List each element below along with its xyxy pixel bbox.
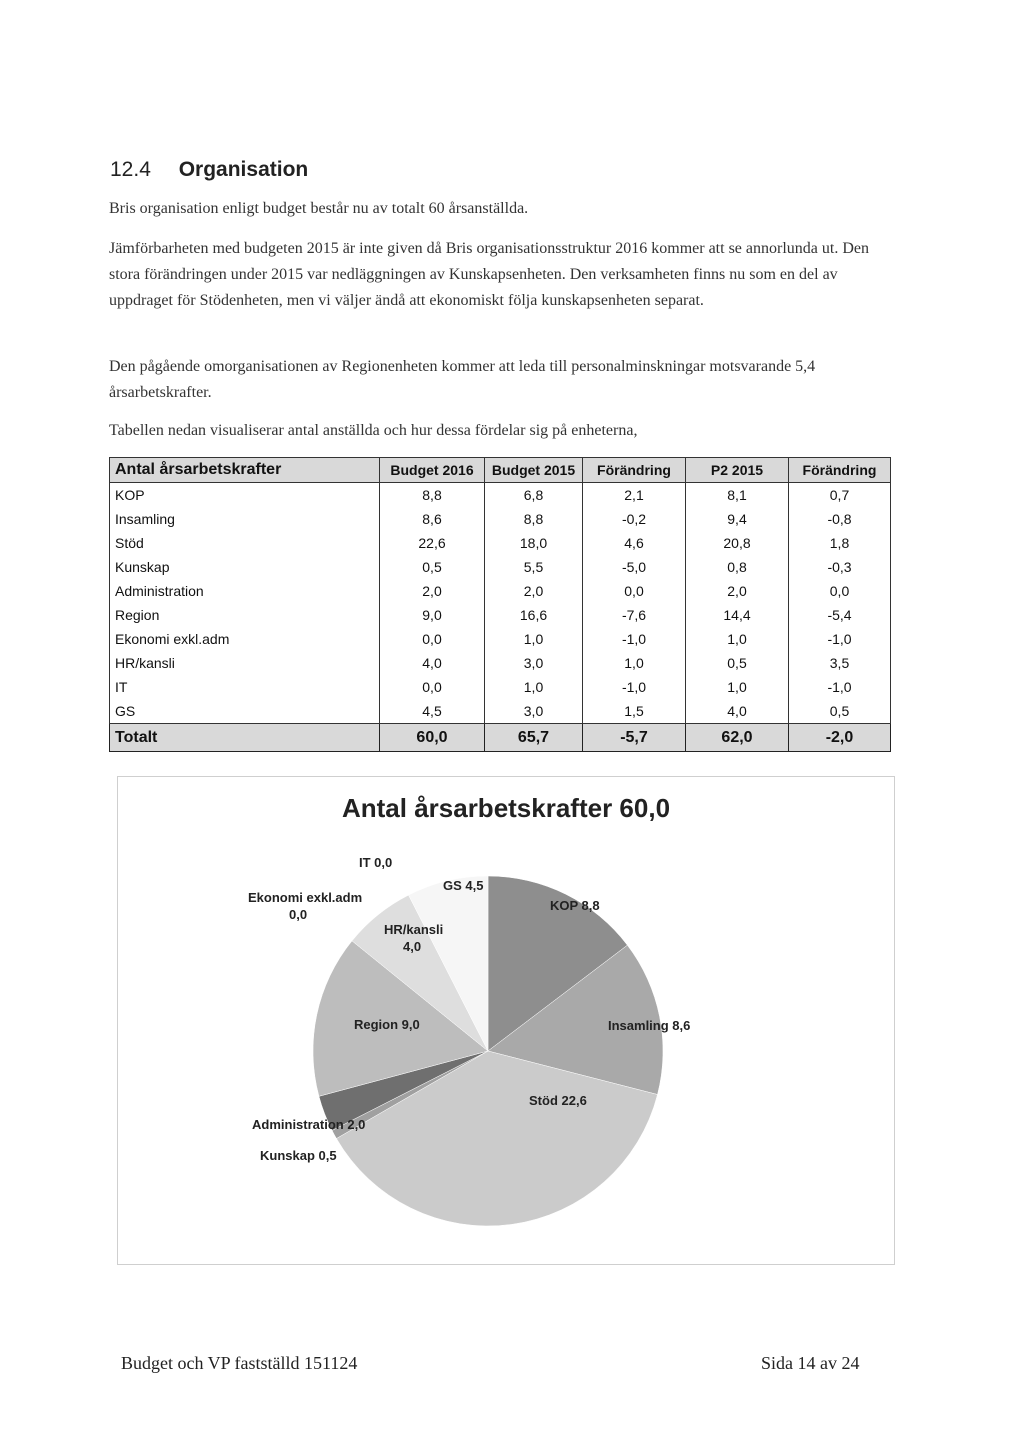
pie-chart: [118, 777, 894, 1264]
section-number: 12.4: [110, 158, 151, 181]
table-cell: -1,0: [583, 627, 686, 651]
table-cell: -5,0: [583, 555, 686, 579]
table-cell: -1,0: [789, 675, 891, 699]
table-cell: 0,5: [789, 699, 891, 724]
table-cell: -0,2: [583, 507, 686, 531]
table-cell: 2,1: [583, 483, 686, 508]
table-cell: 0,0: [583, 579, 686, 603]
table-header-cell: Förändring: [583, 458, 686, 483]
table-cell: 0,0: [380, 627, 485, 651]
table-header-cell: P2 2015: [686, 458, 789, 483]
pie-label-kop: KOP 8,8: [550, 898, 600, 913]
table-total-cell: -5,7: [583, 724, 686, 752]
footer-page-number: Sida 14 av 24: [761, 1353, 860, 1373]
section-heading: [110, 158, 308, 182]
table-row: [110, 651, 891, 675]
table-cell: 1,0: [485, 675, 583, 699]
pie-chart-panel: [117, 776, 895, 1265]
table-row: [110, 579, 891, 603]
table-cell: 8,6: [380, 507, 485, 531]
table-cell: 18,0: [485, 531, 583, 555]
table-row: [110, 675, 891, 699]
table-row-label: KOP: [110, 483, 380, 508]
table-total-cell: Totalt: [110, 724, 380, 752]
table-cell: 0,8: [686, 555, 789, 579]
pie-label-it: IT 0,0: [359, 855, 393, 870]
table-header-cell: Budget 2015: [485, 458, 583, 483]
table-row: [110, 603, 891, 627]
table-row-label: Stöd: [110, 531, 380, 555]
table-cell: 2,0: [485, 579, 583, 603]
table-cell: 1,5: [583, 699, 686, 724]
table-total-cell: 65,7: [485, 724, 583, 752]
staffing-table: [109, 457, 891, 752]
pie-label-kunskap: Kunskap 0,5: [260, 1148, 337, 1163]
pie-label-administration: Administration 2,0: [252, 1117, 366, 1132]
table-cell: 14,4: [686, 603, 789, 627]
table-cell: 0,7: [789, 483, 891, 508]
table-cell: 2,0: [686, 579, 789, 603]
table-cell: -5,4: [789, 603, 891, 627]
pie-label-gs: GS 4,5: [443, 878, 484, 893]
table-header-cell: Förändring: [789, 458, 891, 483]
paragraph-intro: Bris organisation enligt budget består nu av totalt 60 årsanställda.: [109, 200, 529, 217]
table-cell: 3,0: [485, 651, 583, 675]
table-cell: 4,6: [583, 531, 686, 555]
table-row-label: IT: [110, 675, 380, 699]
table-row-label: GS: [110, 699, 380, 724]
table-cell: 1,0: [485, 627, 583, 651]
table-cell: 8,8: [485, 507, 583, 531]
table-total-cell: 60,0: [380, 724, 485, 752]
table-cell: 22,6: [380, 531, 485, 555]
table-cell: 8,8: [380, 483, 485, 508]
table-cell: 5,5: [485, 555, 583, 579]
table-cell: 8,1: [686, 483, 789, 508]
paragraph-reorganisation: Den pågående omorganisationen av Regionenheten kommer att leda till personalminskningar motsvarande 5,4 årsarbetskrafter.: [109, 358, 816, 401]
table-row-label: Administration: [110, 579, 380, 603]
pie-label-hr-kansli: HR/kansli 4,0: [384, 922, 444, 954]
table-total-row: [110, 724, 891, 752]
table-cell: 0,0: [789, 579, 891, 603]
section-title: Organisation: [178, 158, 309, 181]
table-row: [110, 627, 891, 651]
table-cell: 16,6: [485, 603, 583, 627]
table-cell: 9,0: [380, 603, 485, 627]
paragraph-comparability: Jämförbarheten med budgeten 2015 är inte given då Bris organisationsstruktur 2016 kommer att se annorlunda ut. Den stora förändringen under 2015 var nedläggningen av Kunskapsenheten. Den verksamheten finns nu som en del av uppdraget för Stödenheten, men vi väljer ändå att ekonomiskt följa kunskapsenheten separat.: [109, 240, 869, 309]
table-cell: -0,3: [789, 555, 891, 579]
table-cell: 3,5: [789, 651, 891, 675]
table-header-cell: Antal årsarbetskrafter: [110, 458, 380, 483]
pie-label-insamling: Insamling 8,6: [608, 1018, 691, 1033]
table-cell: 1,0: [686, 675, 789, 699]
table-row: [110, 555, 891, 579]
table-row: [110, 531, 891, 555]
table-cell: 20,8: [686, 531, 789, 555]
table-row-label: HR/kansli: [110, 651, 380, 675]
table-cell: 1,8: [789, 531, 891, 555]
table-cell: 0,0: [380, 675, 485, 699]
table-cell: 4,5: [380, 699, 485, 724]
table-cell: 6,8: [485, 483, 583, 508]
paragraph-table-intro: Tabellen nedan visualiserar antal anställda och hur dessa fördelar sig på enheterna,: [109, 422, 638, 439]
table-row: [110, 699, 891, 724]
table-cell: 1,0: [583, 651, 686, 675]
table-cell: 0,5: [686, 651, 789, 675]
table-header-row: [110, 458, 891, 483]
table-cell: 9,4: [686, 507, 789, 531]
table-cell: -1,0: [789, 627, 891, 651]
chart-title: Antal årsarbetskrafter 60,0: [341, 793, 671, 823]
footer-document-info: Budget och VP fastställd 151124: [121, 1353, 358, 1373]
table-row-label: Kunskap: [110, 555, 380, 579]
table-cell: 4,0: [380, 651, 485, 675]
pie-label-ekonomi-exkl-adm: Ekonomi exkl.adm 0,0: [248, 890, 363, 922]
table-cell: -7,6: [583, 603, 686, 627]
table-cell: -0,8: [789, 507, 891, 531]
table-cell: 3,0: [485, 699, 583, 724]
table-total-cell: -2,0: [789, 724, 891, 752]
table-cell: 4,0: [686, 699, 789, 724]
table-total-cell: 62,0: [686, 724, 789, 752]
pie-label-region: Region 9,0: [354, 1017, 420, 1032]
table-cell: -1,0: [583, 675, 686, 699]
table-cell: 2,0: [380, 579, 485, 603]
table-row-label: Region: [110, 603, 380, 627]
table-row: [110, 483, 891, 508]
table-cell: 0,5: [380, 555, 485, 579]
table-cell: 1,0: [686, 627, 789, 651]
table-row-label: Ekonomi exkl.adm: [110, 627, 380, 651]
table-row-label: Insamling: [110, 507, 380, 531]
table-header-cell: Budget 2016: [380, 458, 485, 483]
table-row: [110, 507, 891, 531]
pie-label-st-d: Stöd 22,6: [529, 1093, 587, 1108]
